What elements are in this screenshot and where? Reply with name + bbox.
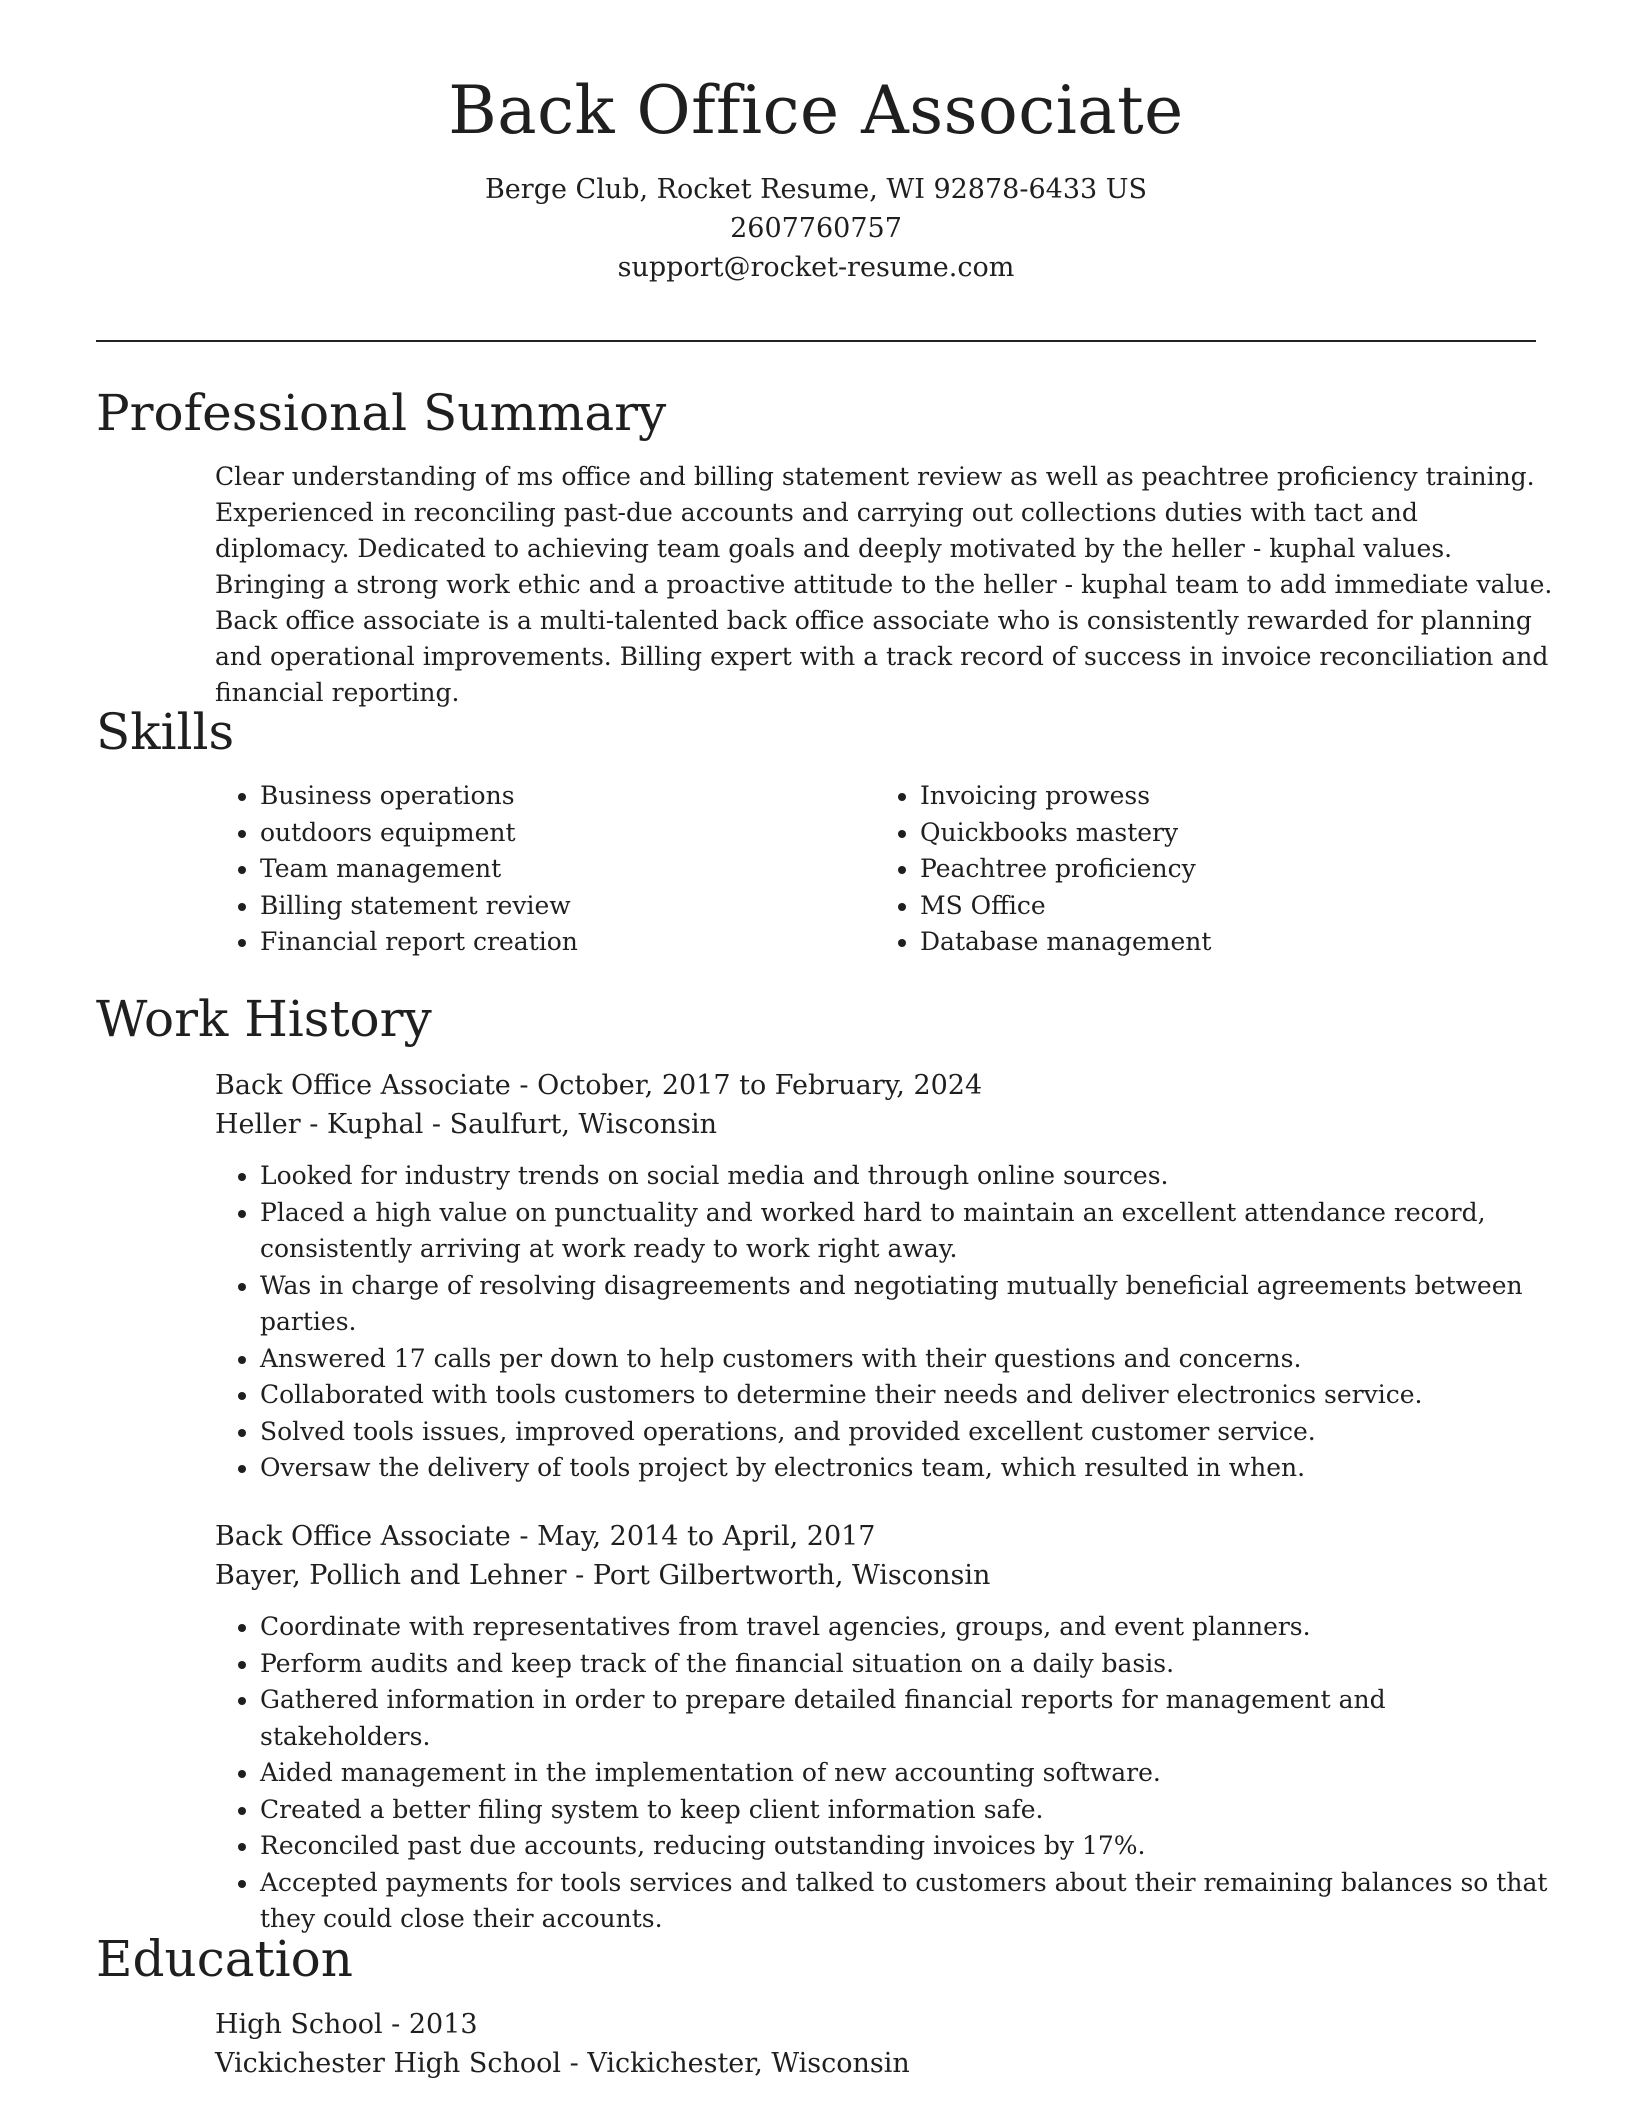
job-bullet: • Collaborated with tools customers to determine their needs and deliver electronics service. (260, 1377, 1555, 1414)
job-bullet: • Accepted payments for tools services and talked to customers about their remaining balances so that they could close their accounts. (260, 1865, 1555, 1938)
job-bullet: • Oversaw the delivery of tools project by electronics team, which resulted in when. (260, 1450, 1555, 1487)
job-bullet: • Answered 17 calls per down to help customers with their questions and concerns. (260, 1341, 1555, 1378)
header-divider (96, 340, 1536, 342)
skill-item: • Billing statement review (260, 888, 875, 925)
job-bullet: • Reconciled past due accounts, reducing outstanding invoices by 17%. (260, 1828, 1555, 1865)
education-degree-line (215, 2005, 1555, 2044)
job-location: - Saulfurt, Wisconsin (423, 1109, 717, 1140)
skills-heading: Skills (96, 703, 235, 761)
skill-item: • outdoors equipment (260, 815, 875, 852)
job-title-line (215, 1066, 1555, 1105)
education-year: - 2013 (382, 2009, 478, 2040)
job-dates: - October, 2017 to February, 2024 (510, 1070, 983, 1101)
job-bullets (215, 1158, 1555, 1487)
contact-info (0, 170, 1632, 287)
education-entry (215, 2005, 1555, 2083)
skill-item: • Invoicing prowess (920, 778, 1535, 815)
skill-item: • Team management (260, 851, 875, 888)
contact-email: support@rocket-resume.com (617, 252, 1015, 283)
summary-text: Clear understanding of ms office and billing statement review as well as peachtree proficiency training. Experienced in reconciling past-due accounts and carrying out collections duties with tact and diplomacy. Dedicated to achieving team goals and deeply motivated by the heller - kuphal values. Bringing a strong work ethic and a proactive attitude to the heller - kuphal team to add immediate value. Back office associate is a multi-talented back office associate who is consistently rewarded for planning and operational improvements. Billing expert with a track record of success in invoice reconciliation and financial reporting. (215, 462, 1553, 707)
job-bullet: • Coordinate with representatives from travel agencies, groups, and event planners. (260, 1609, 1555, 1646)
education-location: - Vickichester, Wisconsin (561, 2048, 910, 2079)
skill-item: • Quickbooks mastery (920, 815, 1535, 852)
job-title-line (215, 1517, 1555, 1556)
skills-column-right (875, 778, 1535, 961)
job-bullets (215, 1609, 1555, 1938)
skill-item: • Database management (920, 924, 1535, 961)
job-bullet: • Placed a high value on punctuality and worked hard to maintain an excellent attendance record, consistently arriving at work ready to work right away. (260, 1195, 1555, 1268)
education-heading: Education (96, 1930, 353, 1988)
contact-phone: 2607760757 (730, 213, 902, 244)
work-history-heading: Work History (96, 990, 432, 1048)
skill-item: • Business operations (260, 778, 875, 815)
job-company: Heller - Kuphal (215, 1109, 424, 1140)
job-entry (215, 1517, 1555, 1938)
education-school: Vickichester High School (215, 2048, 562, 2079)
job-company: Bayer, Pollich and Lehner (215, 1560, 567, 1591)
job-company-line (215, 1105, 1555, 1144)
job-bullet: • Looked for industry trends on social media and through online sources. (260, 1158, 1555, 1195)
contact-address: Berge Club, Rocket Resume, WI 92878-6433 US (484, 174, 1148, 205)
education-degree: High School (215, 2009, 383, 2040)
resume-header (0, 72, 1632, 287)
job-bullet: • Perform audits and keep track of the financial situation on a daily basis. (260, 1646, 1555, 1683)
skill-item: • Peachtree proficiency (920, 851, 1535, 888)
skill-item: • MS Office (920, 888, 1535, 925)
job-bullet: • Aided management in the implementation of new accounting software. (260, 1755, 1555, 1792)
skill-item: • Financial report creation (260, 924, 875, 961)
job-title: Back Office Associate (215, 1070, 511, 1101)
resume-title: Back Office Associate (448, 72, 1184, 149)
job-entry (215, 1066, 1555, 1487)
summary-heading: Professional Summary (96, 384, 667, 442)
skills-column-left (215, 778, 875, 961)
skills-list (215, 778, 1535, 961)
education-school-line (215, 2044, 1555, 2083)
job-dates: - May, 2014 to April, 2017 (510, 1521, 876, 1552)
job-bullet: • Was in charge of resolving disagreements and negotiating mutually beneficial agreements between parties. (260, 1268, 1555, 1341)
job-company-line (215, 1556, 1555, 1595)
job-bullet: • Created a better filing system to keep client information safe. (260, 1792, 1555, 1829)
job-bullet: • Solved tools issues, improved operations, and provided excellent customer service. (260, 1414, 1555, 1451)
job-title: Back Office Associate (215, 1521, 511, 1552)
job-bullet: • Gathered information in order to prepare detailed financial reports for management and stakeholders. (260, 1682, 1555, 1755)
job-location: - Port Gilbertworth, Wisconsin (566, 1560, 991, 1591)
